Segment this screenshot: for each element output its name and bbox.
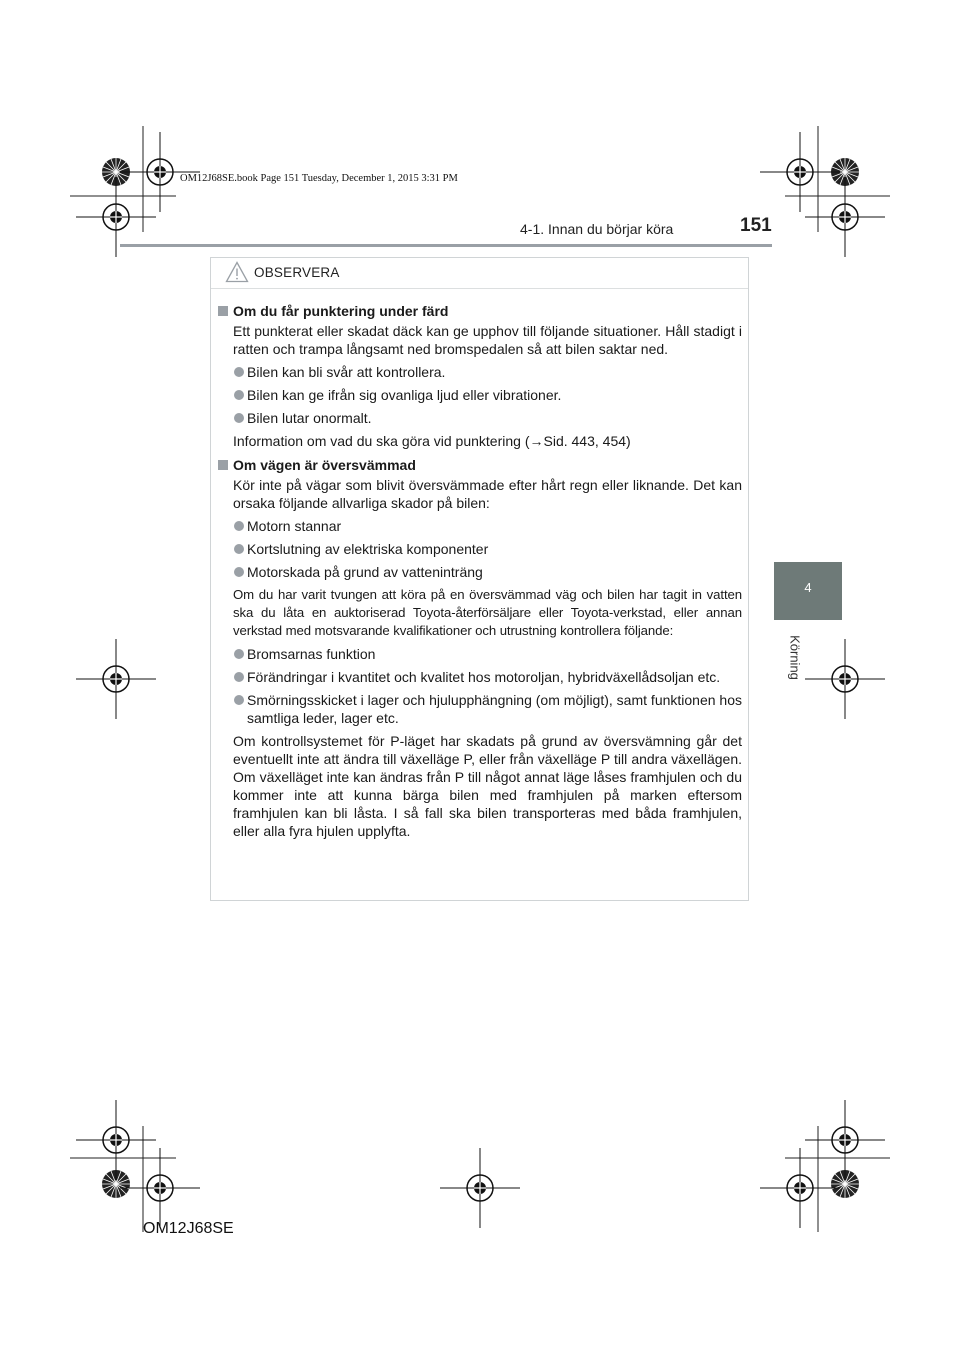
- print-info-line: OM12J68SE.book Page 151 Tuesday, December 1, 2015 3:31 PM: [180, 173, 458, 184]
- circle-bullet-icon: [234, 390, 244, 400]
- section-heading: Om du får punktering under färd: [216, 302, 742, 320]
- list-item: Bilen kan ge ifrån sig ovanliga ljud eller vibrationer.: [216, 386, 742, 404]
- document-code: OM12J68SE: [143, 1220, 234, 1237]
- caution-content: [211, 289, 748, 840]
- square-bullet-icon: [218, 306, 228, 316]
- chapter-label: Körning: [787, 635, 803, 680]
- circle-bullet-icon: [234, 649, 244, 659]
- arrow-right-icon: →: [529, 433, 544, 449]
- chapter-tab: [774, 562, 842, 620]
- circle-bullet-icon: [234, 367, 244, 377]
- paragraph: Om du har varit tvungen att köra på en översvämmad väg och bilen har tagit in vatten ska du låta en auktoriserad Toyota-återförsäljare eller Toyota-verkstad, eller annan verkstad med motsvarande kvalifikationer och utrustning kontrollera följande:: [233, 587, 742, 638]
- caution-panel: [210, 257, 749, 901]
- list-item: Bilen kan bli svår att kontrollera.: [216, 363, 742, 381]
- list-item: Bromsarnas funktion: [216, 645, 742, 663]
- circle-bullet-icon: [234, 695, 244, 705]
- list-item: Bilen lutar onormalt.: [216, 409, 742, 427]
- circle-bullet-icon: [234, 544, 244, 554]
- list-item: Kortslutning av elektriska komponenter: [216, 540, 742, 558]
- paragraph: Om kontrollsystemet för P-läget har skadats på grund av översvämning går det eventuellt inte att ändra till växelläge P, eller från växelläge P till andra växellägen. Om växelläget inte kan ändras från P till något annat läge låses framhjulen och du kommer inte att kunna bärga bilen med framhjulen på marken eftersom framhjulen kan bli låsta. I så fall ska bilen transporteras med båda framhjulen, eller alla fyra hjulen upplyfta.: [233, 733, 742, 839]
- square-bullet-icon: [218, 460, 228, 470]
- chapter-number: 4: [804, 580, 812, 595]
- circle-bullet-icon: [234, 567, 244, 577]
- caution-header: [211, 258, 748, 289]
- caution-label: OBSERVERA: [254, 265, 340, 280]
- paragraph: Ett punkterat eller skadat däck kan ge upphov till följande situationer. Håll stadigt i ratten och trampa långsamt ned bromspedalen så att bilen saktar ned.: [233, 323, 742, 357]
- circle-bullet-icon: [234, 521, 244, 531]
- circle-bullet-icon: [234, 672, 244, 682]
- list-item: Förändringar i kvantitet och kvalitet hos motoroljan, hybridväxellådsoljan etc.: [216, 668, 742, 686]
- page-reference: Information om vad du ska göra vid punktering (→Sid. 443, 454): [233, 433, 631, 449]
- list-item: Smörningsskicket i lager och hjulupphängning (om möjligt), samt funktionen hos samtliga leder, lager etc.: [216, 691, 742, 727]
- list-item: Motorskada på grund av vatteninträng: [216, 563, 742, 581]
- page-number: 151: [740, 215, 772, 236]
- paragraph: Kör inte på vägar som blivit översvämmade efter hårt regn eller liknande. Det kan orsaka följande allvarliga skador på bilen:: [233, 477, 742, 511]
- list-item: Motorn stannar: [216, 517, 742, 535]
- section-heading: Om vägen är översvämmad: [216, 456, 742, 474]
- header-rule: [120, 244, 772, 247]
- circle-bullet-icon: [234, 413, 244, 423]
- warning-triangle-icon: [225, 261, 249, 283]
- section-title: 4-1. Innan du börjar köra: [520, 221, 674, 237]
